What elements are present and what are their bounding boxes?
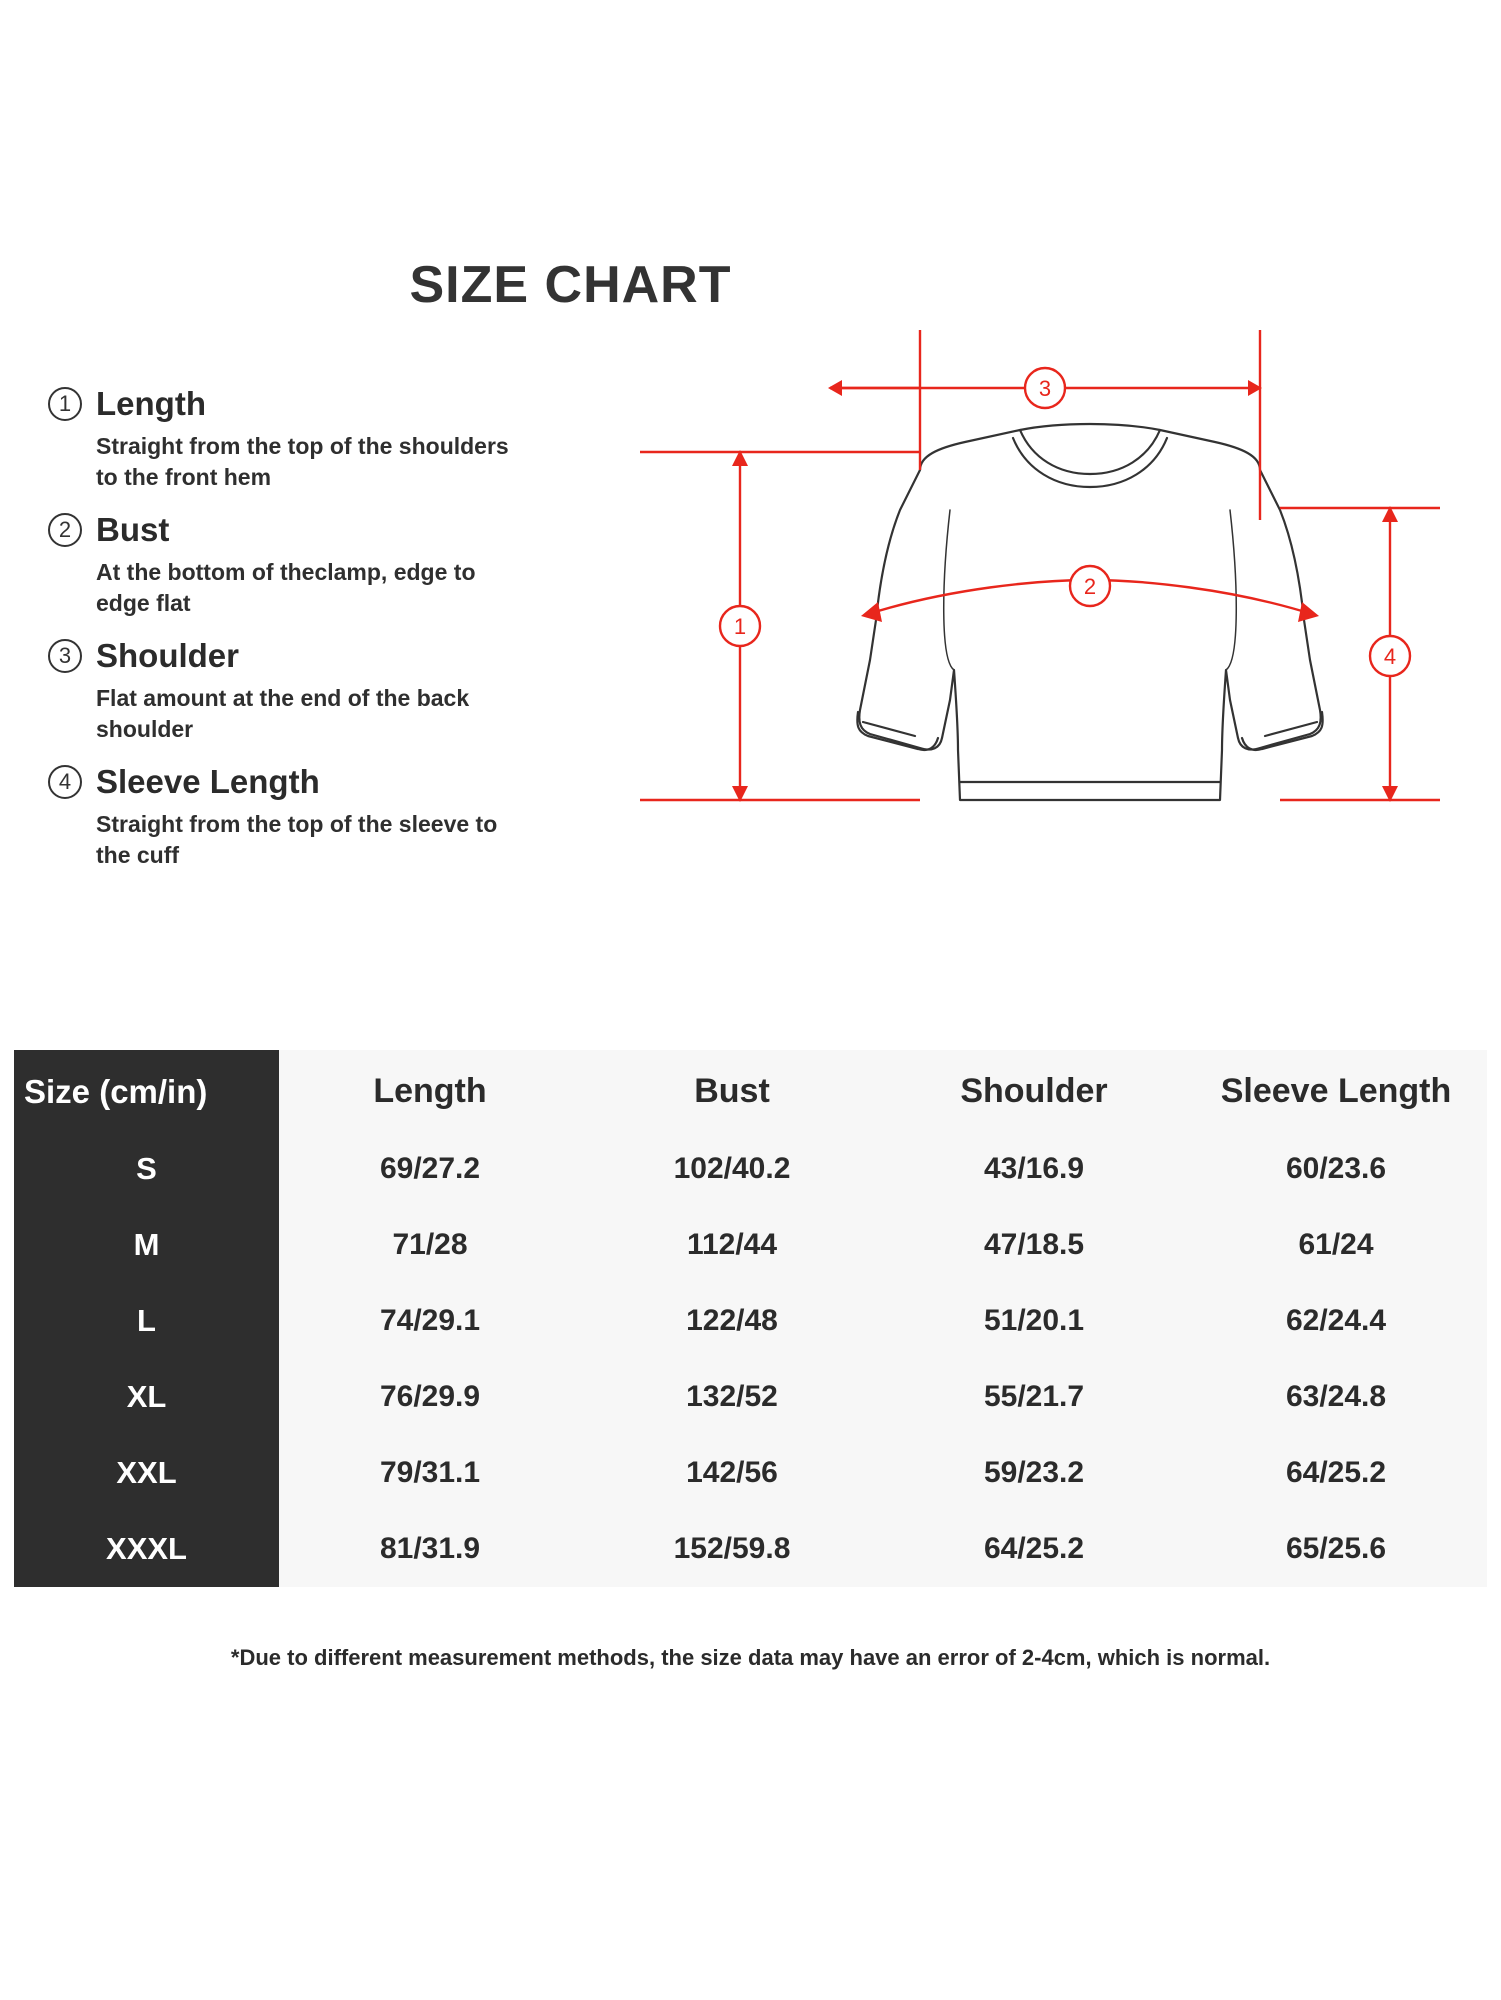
column-header-bust: Bust — [581, 1050, 883, 1131]
bust-arrow-left-head — [861, 602, 882, 622]
column-header-shoulder: Shoulder — [883, 1050, 1185, 1131]
diagram-marker-4-label: 4 — [1383, 644, 1397, 669]
cell-length: 81/31.9 — [379, 1532, 481, 1565]
diagram-marker-3-label: 3 — [1038, 376, 1052, 401]
bust-arrow-right-head — [1298, 602, 1319, 622]
diagram-marker-2-label: 2 — [1083, 574, 1097, 599]
page-title-text: SIZE CHART — [409, 256, 732, 314]
legend-item-bust — [48, 511, 568, 619]
cell-bust: 152/59.8 — [673, 1532, 791, 1565]
table-row — [14, 1283, 1487, 1359]
legend-desc-sleeve-length: Straight from the top of the sleeve to the cuff — [96, 811, 498, 869]
size-table-head — [14, 1050, 1487, 1131]
cell-length: 79/31.1 — [379, 1456, 481, 1489]
cell-shoulder: 59/23.2 — [983, 1456, 1085, 1489]
sweatshirt-illustration-svg — [620, 330, 1460, 850]
column-header-length: Length — [279, 1050, 581, 1131]
legend-desc-bust: At the bottom of theclamp, edge to edge flat — [96, 559, 476, 617]
cell-sleeve-length: 60/23.6 — [1285, 1152, 1387, 1185]
cell-length: 74/29.1 — [379, 1304, 481, 1337]
cell-shoulder: 51/20.1 — [983, 1304, 1085, 1337]
cell-size: L — [14, 1283, 279, 1359]
garment-diagram — [620, 330, 1460, 850]
garment-outline-icon — [857, 424, 1322, 800]
measurement-legend — [48, 385, 568, 889]
size-table — [14, 1050, 1487, 1587]
diagram-marker-1-label: 1 — [733, 614, 747, 639]
cell-sleeve-length: 61/24 — [1298, 1228, 1374, 1261]
cell-shoulder: 64/25.2 — [983, 1532, 1085, 1565]
cell-length: 76/29.9 — [379, 1380, 481, 1413]
size-table-body — [14, 1131, 1487, 1587]
cell-length: 69/27.2 — [379, 1152, 481, 1185]
cell-sleeve-length: 62/24.4 — [1285, 1304, 1387, 1337]
cell-shoulder: 55/21.7 — [983, 1380, 1085, 1413]
legend-title-bust: Bust — [96, 511, 170, 549]
cell-shoulder: 47/18.5 — [983, 1228, 1085, 1261]
marker-1-icon: 1 — [48, 387, 82, 421]
legend-title-sleeve-length: Sleeve Length — [96, 763, 320, 801]
cell-size: XXL — [14, 1435, 279, 1511]
cell-size: M — [14, 1207, 279, 1283]
column-header-size: Size (cm/in) — [14, 1050, 279, 1131]
cell-sleeve-length: 64/25.2 — [1285, 1456, 1387, 1489]
table-row — [14, 1207, 1487, 1283]
legend-item-sleeve-length — [48, 763, 568, 871]
legend-title-shoulder: Shoulder — [96, 637, 240, 675]
table-header-row — [14, 1050, 1487, 1131]
page-title — [0, 255, 1501, 315]
cell-sleeve-length: 63/24.8 — [1285, 1380, 1387, 1413]
legend-title-length: Length — [96, 385, 206, 422]
legend-item-shoulder — [48, 637, 568, 745]
cell-sleeve-length: 65/25.6 — [1285, 1532, 1387, 1565]
cell-size: S — [14, 1131, 279, 1207]
legend-desc-shoulder: Flat amount at the end of the back shoulder — [96, 685, 470, 743]
column-header-sleeve-length: Sleeve Length — [1185, 1050, 1487, 1131]
table-row — [14, 1511, 1487, 1587]
cell-size: XL — [14, 1359, 279, 1435]
size-table-wrapper — [14, 1050, 1487, 1587]
cell-length: 71/28 — [392, 1228, 468, 1261]
table-row — [14, 1359, 1487, 1435]
cell-bust: 102/40.2 — [673, 1152, 791, 1185]
table-row — [14, 1435, 1487, 1511]
cell-bust: 122/48 — [686, 1304, 778, 1337]
cell-bust: 112/44 — [686, 1228, 778, 1261]
cell-size: XXXL — [14, 1511, 279, 1587]
legend-desc-length: Straight from the top of the shoulders to the front hem — [96, 433, 509, 491]
legend-item-length — [48, 385, 568, 493]
cell-bust: 142/56 — [686, 1456, 778, 1489]
cell-shoulder: 43/16.9 — [983, 1152, 1085, 1185]
cell-bust: 132/52 — [686, 1380, 778, 1413]
measurement-footnote: *Due to different measurement methods, the size data may have an error of 2-4cm, which is normal. — [230, 1645, 1271, 1670]
marker-3-icon: 3 — [48, 639, 82, 673]
marker-4-icon: 4 — [48, 765, 82, 799]
marker-2-icon: 2 — [48, 513, 82, 547]
table-row — [14, 1131, 1487, 1207]
